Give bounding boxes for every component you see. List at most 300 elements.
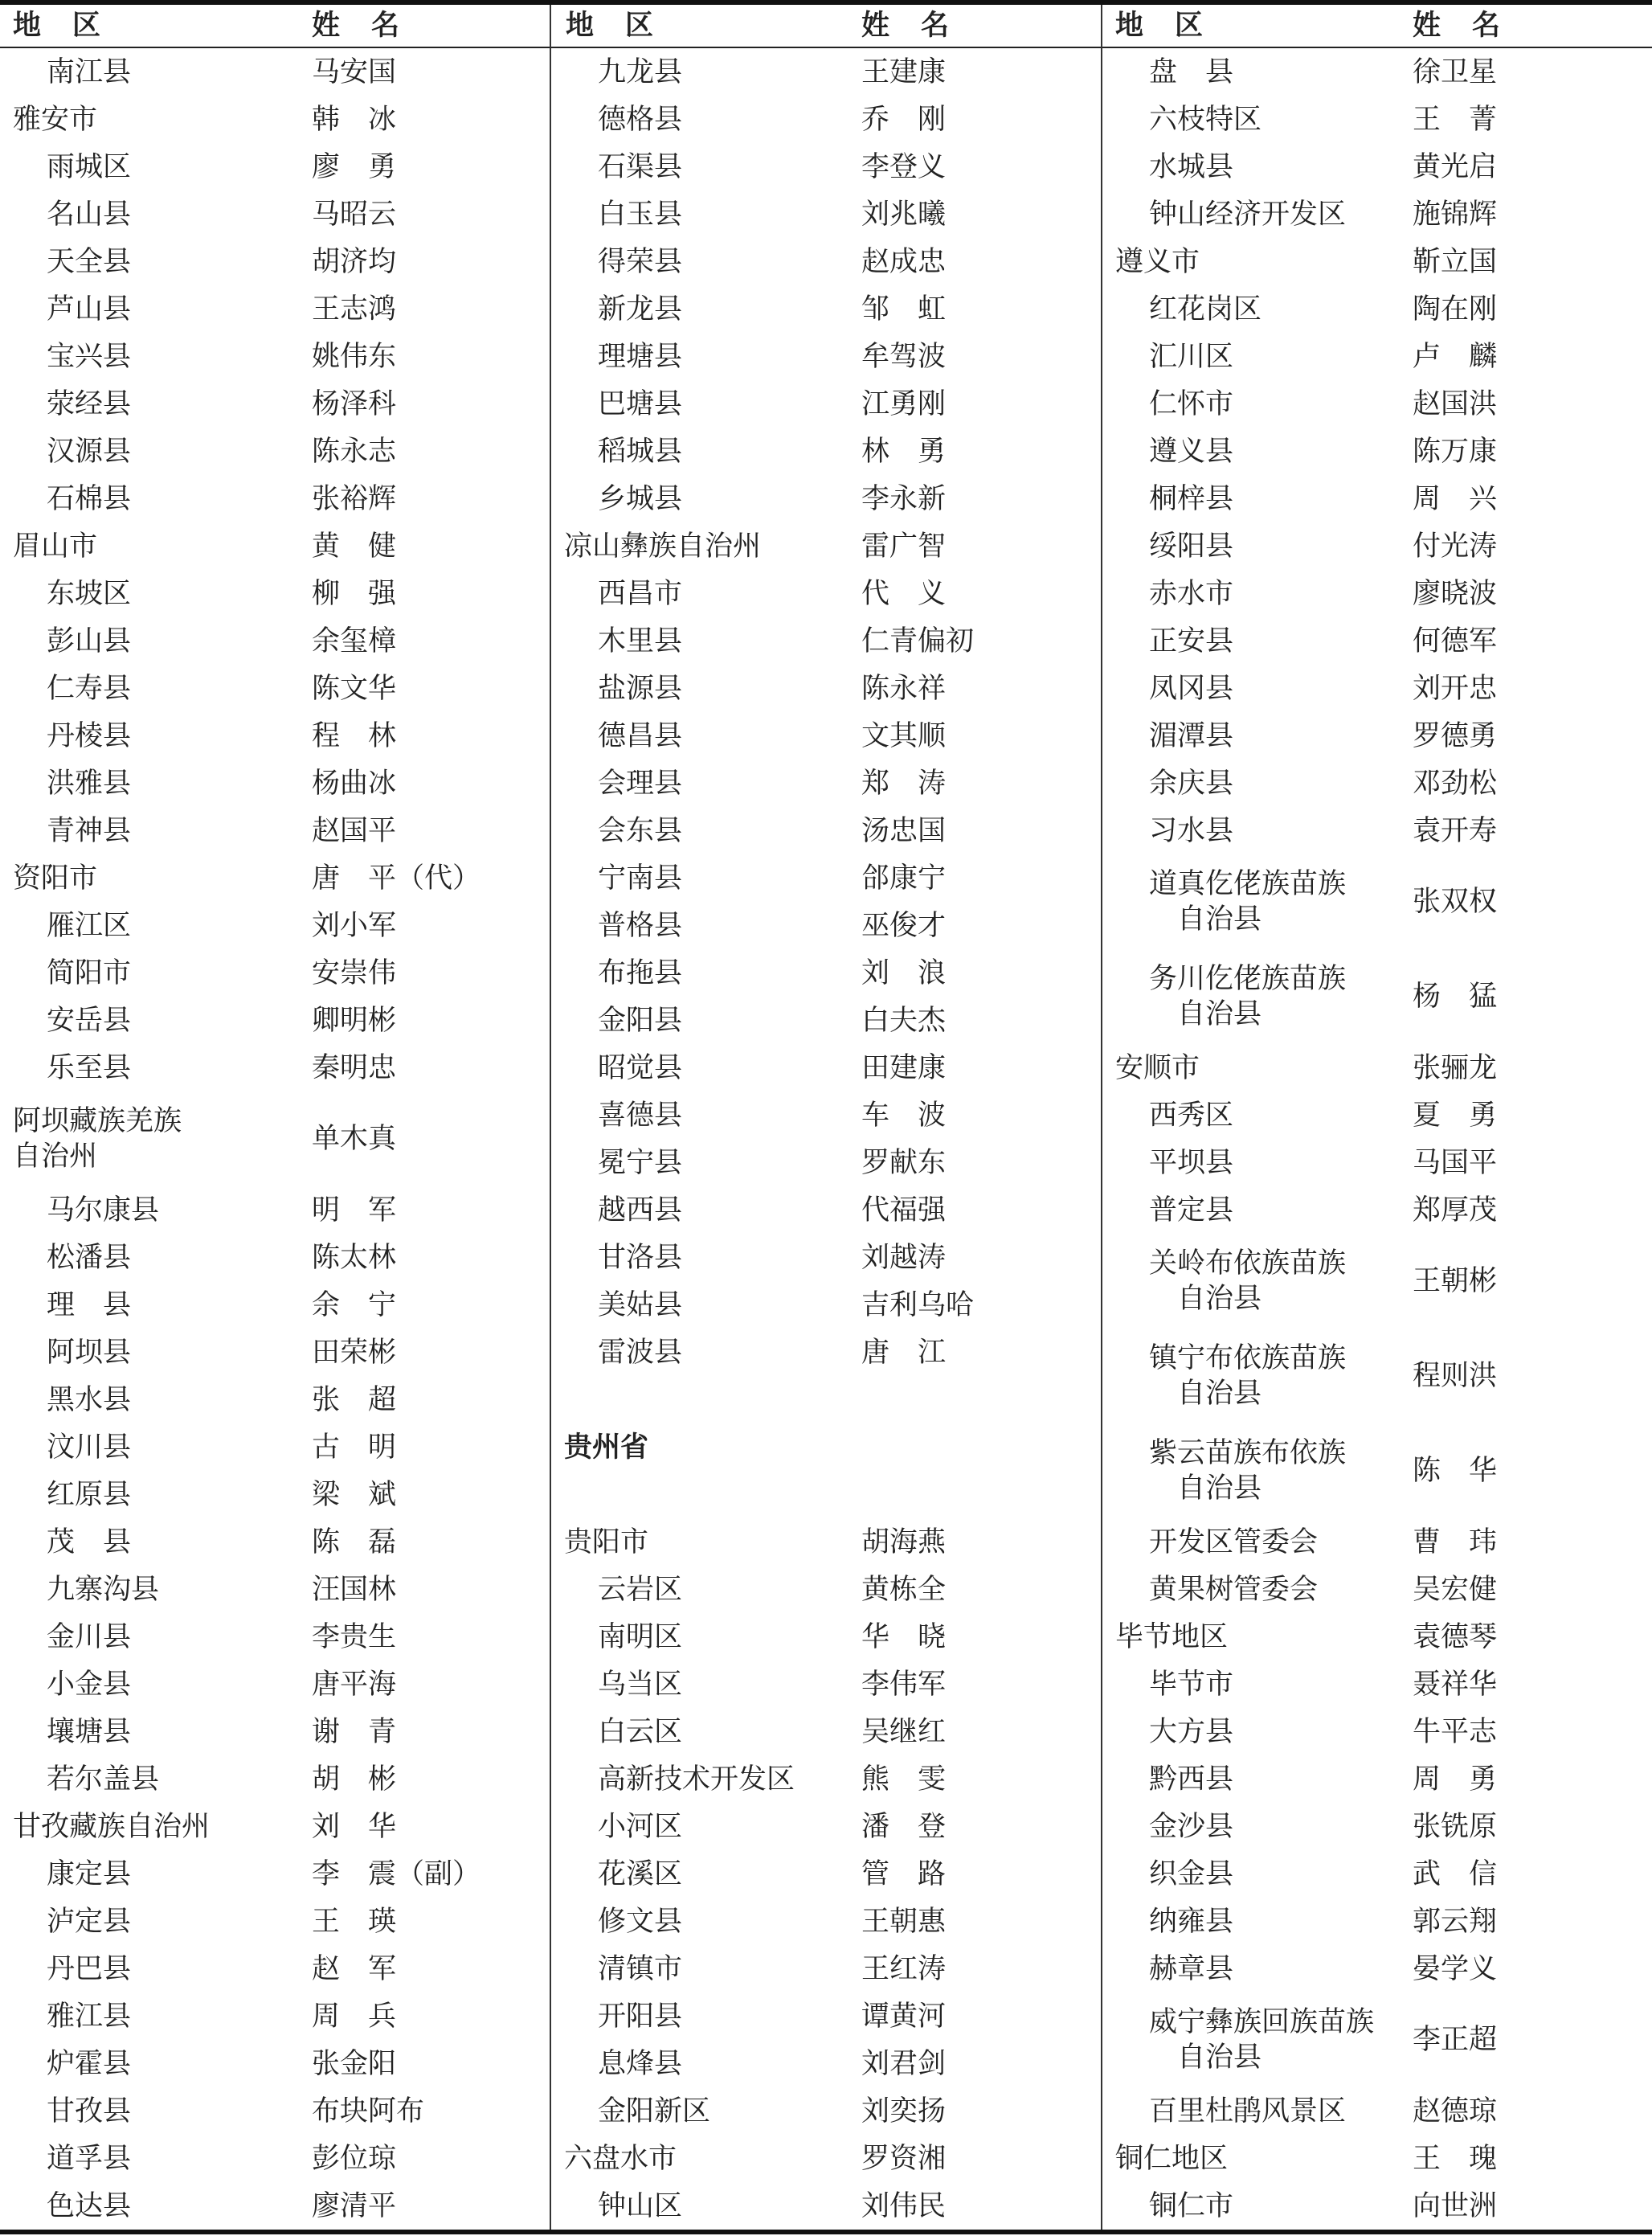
region-cell: 开阳县 bbox=[598, 2000, 683, 2033]
table-row bbox=[0, 96, 550, 143]
region-cell: 赤水市 bbox=[1149, 577, 1234, 610]
table-row bbox=[1102, 428, 1652, 475]
region-cell: 芦山县 bbox=[47, 293, 132, 326]
table-row bbox=[0, 1755, 550, 1803]
region-cell: 东坡区 bbox=[47, 577, 132, 610]
name-cell: 吴继红 bbox=[861, 1715, 947, 1748]
table-row bbox=[1102, 1803, 1652, 1850]
region-cell: 汉源县 bbox=[47, 435, 132, 468]
region-cell: 稻城县 bbox=[598, 435, 683, 468]
header-name: 姓 名 bbox=[861, 10, 951, 42]
region-line-1: 务川仡佬族苗族 bbox=[1149, 963, 1347, 995]
region-cell bbox=[1149, 1992, 1422, 2087]
table-row bbox=[551, 475, 1101, 522]
table-row bbox=[1102, 1044, 1652, 1091]
name-cell: 文其顺 bbox=[861, 719, 947, 752]
region-line-2: 自治县 bbox=[1149, 1283, 1262, 1315]
name-cell: 古 明 bbox=[312, 1431, 397, 1464]
name-cell: 王朝彬 bbox=[1413, 1265, 1498, 1297]
table-row bbox=[551, 1755, 1101, 1803]
name-cell: 林 勇 bbox=[861, 435, 947, 468]
name-cell: 白夫杰 bbox=[861, 1004, 947, 1037]
table-row bbox=[551, 949, 1101, 997]
table-row bbox=[0, 333, 550, 380]
table-row bbox=[0, 1186, 550, 1234]
region-cell: 壤塘县 bbox=[47, 1715, 132, 1748]
rows-3 bbox=[1102, 48, 1652, 2230]
table-row bbox=[0, 1518, 550, 1566]
region-cell: 阿坝县 bbox=[47, 1336, 132, 1369]
table-row bbox=[551, 1091, 1101, 1139]
table-column-1 bbox=[0, 5, 550, 2230]
region-cell: 息烽县 bbox=[598, 2047, 683, 2080]
table-row bbox=[1102, 1091, 1652, 1139]
table-row bbox=[0, 143, 550, 190]
name-cell: 代 义 bbox=[861, 577, 947, 610]
name-cell: 周 兴 bbox=[1413, 482, 1498, 515]
name-cell: 李登义 bbox=[861, 150, 947, 183]
table-row bbox=[0, 807, 550, 854]
table-row bbox=[551, 190, 1101, 238]
region-cell: 红原县 bbox=[47, 1478, 132, 1511]
region-cell: 雷波县 bbox=[598, 1336, 683, 1369]
table-row bbox=[1102, 1139, 1652, 1186]
province-heading: 贵州省 bbox=[564, 1431, 649, 1464]
name-cell: 陈文华 bbox=[312, 672, 397, 705]
name-cell: 张双权 bbox=[1413, 886, 1498, 918]
table-row bbox=[551, 2087, 1101, 2135]
name-cell: 武 信 bbox=[1413, 1857, 1498, 1890]
table-row bbox=[551, 712, 1101, 760]
table-row bbox=[1102, 333, 1652, 380]
region-cell: 马尔康县 bbox=[47, 1194, 160, 1227]
region-cell: 南江县 bbox=[47, 55, 132, 88]
name-cell: 刘 浪 bbox=[861, 956, 947, 989]
region-cell: 凤冈县 bbox=[1149, 672, 1234, 705]
region-cell: 六枝特区 bbox=[1149, 103, 1262, 136]
region-cell: 木里县 bbox=[598, 625, 683, 657]
table-row bbox=[551, 143, 1101, 190]
table-row bbox=[1102, 2182, 1652, 2230]
table-row bbox=[1102, 285, 1652, 333]
table-row bbox=[551, 902, 1101, 949]
name-cell: 夏 勇 bbox=[1413, 1099, 1498, 1132]
table-row bbox=[551, 1708, 1101, 1755]
table-row bbox=[551, 96, 1101, 143]
name-cell: 晏学义 bbox=[1413, 1952, 1498, 1985]
region-cell: 遵义市 bbox=[1115, 245, 1200, 278]
region-cell: 越西县 bbox=[598, 1194, 683, 1227]
name-cell bbox=[861, 1471, 1070, 1518]
region-line-1: 关岭布依族苗族 bbox=[1149, 1247, 1347, 1280]
region-cell: 昭觉县 bbox=[598, 1051, 683, 1084]
table-row bbox=[551, 1186, 1101, 1234]
name-cell: 马安国 bbox=[312, 55, 397, 88]
region-cell: 德格县 bbox=[598, 103, 683, 136]
table-row bbox=[1102, 143, 1652, 190]
region-line-1: 威宁彝族回族苗族 bbox=[1149, 2006, 1375, 2038]
table-row bbox=[551, 1613, 1101, 1661]
table-row bbox=[1102, 190, 1652, 238]
name-cell: 谭黄河 bbox=[861, 2000, 947, 2033]
region-cell: 甘孜县 bbox=[47, 2095, 132, 2127]
name-cell: 陈万康 bbox=[1413, 435, 1498, 468]
table-row bbox=[551, 617, 1101, 665]
region-cell: 水城县 bbox=[1149, 150, 1234, 183]
region-cell: 百里杜鹃风景区 bbox=[1149, 2095, 1347, 2127]
name-cell: 华 晓 bbox=[861, 1620, 947, 1653]
region-cell: 开发区管委会 bbox=[1149, 1525, 1319, 1558]
name-cell: 袁德琴 bbox=[1413, 1620, 1498, 1653]
table-row bbox=[1102, 1566, 1652, 1613]
region-cell: 洪雅县 bbox=[47, 767, 132, 800]
region-cell: 金阳县 bbox=[598, 1004, 683, 1037]
region-cell bbox=[1149, 949, 1422, 1044]
table-row bbox=[551, 1898, 1101, 1945]
name-cell: 刘兆曦 bbox=[861, 198, 947, 231]
table-row bbox=[551, 760, 1101, 807]
table-row bbox=[551, 1803, 1101, 1850]
name-cell: 程则洪 bbox=[1413, 1360, 1498, 1392]
table-row bbox=[0, 2135, 550, 2182]
region-line-1: 道真仡佬族苗族 bbox=[1149, 868, 1347, 900]
region-cell: 茂 县 bbox=[47, 1525, 132, 1558]
name-cell: 汪国林 bbox=[312, 1573, 397, 1606]
table-row bbox=[0, 570, 550, 617]
name-cell: 张骊龙 bbox=[1413, 1051, 1498, 1084]
name-cell: 韩 冰 bbox=[312, 103, 397, 136]
table-row bbox=[551, 1471, 1101, 1518]
name-cell: 牟驾波 bbox=[861, 340, 947, 373]
region-cell: 炉霍县 bbox=[47, 2047, 132, 2080]
name-cell: 张 超 bbox=[312, 1383, 397, 1416]
table-row bbox=[1102, 570, 1652, 617]
name-cell: 唐 江 bbox=[861, 1336, 947, 1369]
table-row bbox=[1102, 1661, 1652, 1708]
table-row bbox=[0, 1992, 550, 2040]
table-row bbox=[1102, 238, 1652, 285]
table-row bbox=[0, 1898, 550, 1945]
table-row bbox=[551, 807, 1101, 854]
table-row bbox=[551, 1518, 1101, 1566]
table-row bbox=[1102, 1423, 1652, 1518]
name-cell: 汤忠国 bbox=[861, 814, 947, 847]
table-row bbox=[551, 570, 1101, 617]
table-row bbox=[1102, 380, 1652, 428]
name-cell: 黄 健 bbox=[312, 530, 397, 563]
name-cell: 刘越涛 bbox=[861, 1241, 947, 1274]
region-cell: 余庆县 bbox=[1149, 767, 1234, 800]
bottom-rule bbox=[0, 2230, 1652, 2234]
region-cell: 天全县 bbox=[47, 245, 132, 278]
name-cell: 向世洲 bbox=[1413, 2189, 1498, 2222]
table-row bbox=[0, 1091, 550, 1186]
name-cell: 周 兵 bbox=[312, 2000, 397, 2033]
table-row bbox=[0, 902, 550, 949]
name-cell: 彭位琼 bbox=[312, 2142, 397, 2175]
region-cell: 乡城县 bbox=[598, 482, 683, 515]
table-row bbox=[0, 2087, 550, 2135]
region-cell: 赫章县 bbox=[1149, 1952, 1234, 1985]
name-cell: 陈永祥 bbox=[861, 672, 947, 705]
table-row bbox=[1102, 854, 1652, 949]
region-cell: 大方县 bbox=[1149, 1715, 1234, 1748]
table-row bbox=[0, 1708, 550, 1755]
table-row bbox=[1102, 617, 1652, 665]
table-column-3 bbox=[1102, 5, 1652, 2230]
table-row bbox=[0, 665, 550, 712]
table-row bbox=[551, 48, 1101, 96]
name-cell: 郑 涛 bbox=[861, 767, 947, 800]
region-cell: 冕宁县 bbox=[598, 1146, 683, 1179]
region-cell: 纳雍县 bbox=[1149, 1905, 1234, 1938]
region-cell: 普定县 bbox=[1149, 1194, 1234, 1227]
name-cell: 靳立国 bbox=[1413, 245, 1498, 278]
header-region: 地 区 bbox=[566, 10, 656, 42]
name-cell: 李永新 bbox=[861, 482, 947, 515]
name-cell: 刘君剑 bbox=[861, 2047, 947, 2080]
name-cell: 秦明忠 bbox=[312, 1051, 397, 1084]
region-cell: 贵阳市 bbox=[564, 1525, 649, 1558]
table-row bbox=[0, 475, 550, 522]
name-cell: 赵国平 bbox=[312, 814, 397, 847]
name-cell: 李伟军 bbox=[861, 1668, 947, 1701]
name-cell: 陈 磊 bbox=[312, 1525, 397, 1558]
region-cell: 钟山区 bbox=[598, 2189, 683, 2222]
region-cell: 白云区 bbox=[598, 1715, 683, 1748]
name-cell: 付光涛 bbox=[1413, 530, 1498, 563]
region-cell: 九寨沟县 bbox=[47, 1573, 160, 1606]
table-row bbox=[551, 1234, 1101, 1281]
table-row bbox=[0, 949, 550, 997]
name-cell: 杨 猛 bbox=[1413, 981, 1498, 1013]
table-row bbox=[0, 2182, 550, 2230]
table-row bbox=[551, 1850, 1101, 1898]
name-cell: 邓劲松 bbox=[1413, 767, 1498, 800]
table-row bbox=[551, 285, 1101, 333]
name-cell: 张铣原 bbox=[1413, 1810, 1498, 1843]
region-cell: 西昌市 bbox=[598, 577, 683, 610]
region-cell: 普格县 bbox=[598, 909, 683, 942]
region-cell: 金沙县 bbox=[1149, 1810, 1234, 1843]
name-cell: 卢 麟 bbox=[1413, 340, 1498, 373]
name-cell: 余玺樟 bbox=[312, 625, 397, 657]
name-cell: 邹 虹 bbox=[861, 293, 947, 326]
table-row bbox=[0, 760, 550, 807]
name-cell: 吉利乌哈 bbox=[861, 1288, 975, 1321]
table-row bbox=[1102, 1708, 1652, 1755]
table-row bbox=[0, 1613, 550, 1661]
table-row bbox=[551, 1139, 1101, 1186]
table-row bbox=[0, 1044, 550, 1091]
name-cell: 黄栋全 bbox=[861, 1573, 947, 1606]
region-line-1: 镇宁布依族苗族 bbox=[1149, 1342, 1347, 1374]
name-cell: 仁青偏初 bbox=[861, 625, 975, 657]
table-row bbox=[1102, 96, 1652, 143]
table-row bbox=[1102, 1186, 1652, 1234]
name-cell: 梁 斌 bbox=[312, 1478, 397, 1511]
name-cell: 乔 刚 bbox=[861, 103, 947, 136]
name-cell: 车 波 bbox=[861, 1099, 947, 1132]
table-row bbox=[551, 2135, 1101, 2182]
region-cell: 德昌县 bbox=[598, 719, 683, 752]
name-cell: 管 路 bbox=[861, 1857, 947, 1890]
region-cell: 喜德县 bbox=[598, 1099, 683, 1132]
name-cell: 王 瑰 bbox=[1413, 2142, 1498, 2175]
region-cell: 清镇市 bbox=[598, 1952, 683, 1985]
region-cell: 遵义县 bbox=[1149, 435, 1234, 468]
table-row bbox=[0, 1234, 550, 1281]
region-cell: 仁怀市 bbox=[1149, 387, 1234, 420]
region-cell bbox=[13, 1091, 286, 1186]
name-cell: 廖清平 bbox=[312, 2189, 397, 2222]
region-cell: 小金县 bbox=[47, 1668, 132, 1701]
name-cell: 王朝惠 bbox=[861, 1905, 947, 1938]
name-cell: 卿明彬 bbox=[312, 1004, 397, 1037]
name-cell: 胡济均 bbox=[312, 245, 397, 278]
table-row bbox=[1102, 1992, 1652, 2087]
region-cell: 金阳新区 bbox=[598, 2095, 711, 2127]
name-cell: 张金阳 bbox=[312, 2047, 397, 2080]
region-cell: 简阳市 bbox=[47, 956, 132, 989]
table-row bbox=[0, 1850, 550, 1898]
table-row bbox=[551, 1992, 1101, 2040]
name-cell: 王建康 bbox=[861, 55, 947, 88]
region-cell bbox=[1149, 1423, 1422, 1518]
region-cell: 若尔盖县 bbox=[47, 1763, 160, 1796]
region-cell: 巴塘县 bbox=[598, 387, 683, 420]
region-cell: 乌当区 bbox=[598, 1668, 683, 1701]
region-line-2: 自治县 bbox=[1149, 903, 1262, 936]
region-line-2: 自治州 bbox=[13, 1141, 98, 1173]
name-cell: 刘 华 bbox=[312, 1810, 397, 1843]
name-cell: 唐平海 bbox=[312, 1668, 397, 1701]
name-cell: 马昭云 bbox=[312, 198, 397, 231]
name-cell: 罗献东 bbox=[861, 1146, 947, 1179]
region-cell: 六盘水市 bbox=[564, 2142, 677, 2175]
region-cell: 荥经县 bbox=[47, 387, 132, 420]
table-row bbox=[551, 1044, 1101, 1091]
table-row bbox=[551, 665, 1101, 712]
region-cell: 南明区 bbox=[598, 1620, 683, 1653]
region-cell: 理塘县 bbox=[598, 340, 683, 373]
table-row bbox=[0, 1329, 550, 1376]
name-cell: 刘开忠 bbox=[1413, 672, 1498, 705]
region-cell: 丹棱县 bbox=[47, 719, 132, 752]
table-row bbox=[0, 285, 550, 333]
table-row bbox=[0, 190, 550, 238]
region-cell: 宁南县 bbox=[598, 862, 683, 895]
region-line-1: 阿坝藏族羌族 bbox=[13, 1105, 182, 1137]
name-cell: 施锦辉 bbox=[1413, 198, 1498, 231]
region-cell: 西秀区 bbox=[1149, 1099, 1234, 1132]
name-cell: 田建康 bbox=[861, 1051, 947, 1084]
region-cell: 雨城区 bbox=[47, 150, 132, 183]
region-cell bbox=[564, 1471, 837, 1518]
name-cell bbox=[861, 1423, 1070, 1471]
name-cell: 代福强 bbox=[861, 1194, 947, 1227]
table-row bbox=[551, 2182, 1101, 2230]
table-row bbox=[0, 1803, 550, 1850]
region-cell: 甘孜藏族自治州 bbox=[13, 1810, 211, 1843]
name-cell: 牛平志 bbox=[1413, 1715, 1498, 1748]
table-row bbox=[1102, 949, 1652, 1044]
name-cell: 李正超 bbox=[1413, 2024, 1498, 2056]
region-cell: 金川县 bbox=[47, 1620, 132, 1653]
name-cell: 张裕辉 bbox=[312, 482, 397, 515]
region-cell: 丹巴县 bbox=[47, 1952, 132, 1985]
table-row bbox=[1102, 712, 1652, 760]
table-row bbox=[551, 1329, 1101, 1376]
table-row bbox=[1102, 1234, 1652, 1329]
name-cell: 姚伟东 bbox=[312, 340, 397, 373]
region-cell: 云岩区 bbox=[598, 1573, 683, 1606]
name-cell: 程 林 bbox=[312, 719, 397, 752]
region-cell: 修文县 bbox=[598, 1905, 683, 1938]
name-cell: 江勇刚 bbox=[861, 387, 947, 420]
name-cell: 刘伟民 bbox=[861, 2189, 947, 2222]
name-cell: 刘小军 bbox=[312, 909, 397, 942]
name-cell bbox=[861, 1376, 1070, 1423]
table-row bbox=[0, 712, 550, 760]
name-cell: 聂祥华 bbox=[1413, 1668, 1498, 1701]
name-cell: 李 震（副） bbox=[312, 1857, 481, 1890]
region-cell: 青神县 bbox=[47, 814, 132, 847]
table-row bbox=[551, 1945, 1101, 1992]
name-cell: 郭云翔 bbox=[1413, 1905, 1498, 1938]
name-cell: 谢 青 bbox=[312, 1715, 397, 1748]
name-cell: 刘奕扬 bbox=[861, 2095, 947, 2127]
table-row bbox=[1102, 522, 1652, 570]
table-row bbox=[1102, 807, 1652, 854]
region-cell: 汇川区 bbox=[1149, 340, 1234, 373]
region-cell: 黔西县 bbox=[1149, 1763, 1234, 1796]
region-cell: 新龙县 bbox=[598, 293, 683, 326]
table-row bbox=[551, 1566, 1101, 1613]
region-cell: 钟山经济开发区 bbox=[1149, 198, 1347, 231]
table-row bbox=[0, 1471, 550, 1518]
region-cell bbox=[1149, 854, 1422, 949]
table-row bbox=[0, 1661, 550, 1708]
rows-1 bbox=[0, 48, 550, 2230]
region-line-2: 自治县 bbox=[1149, 998, 1262, 1030]
table-row bbox=[0, 380, 550, 428]
region-cell: 黑水县 bbox=[47, 1383, 132, 1416]
name-cell: 唐 平（代） bbox=[312, 862, 481, 895]
region-cell: 铜仁市 bbox=[1149, 2189, 1234, 2222]
region-cell: 汶川县 bbox=[47, 1431, 132, 1464]
table-row bbox=[0, 997, 550, 1044]
region-cell: 甘洛县 bbox=[598, 1241, 683, 1274]
name-cell: 明 军 bbox=[312, 1194, 397, 1227]
table-row bbox=[0, 2040, 550, 2087]
table-row bbox=[551, 522, 1101, 570]
region-cell: 色达县 bbox=[47, 2189, 132, 2222]
table-row bbox=[1102, 1329, 1652, 1423]
table-row bbox=[551, 380, 1101, 428]
name-cell: 田荣彬 bbox=[312, 1336, 397, 1369]
region-cell: 毕节地区 bbox=[1115, 1620, 1229, 1653]
region-cell bbox=[564, 1376, 837, 1423]
table-row bbox=[551, 854, 1101, 902]
table-row bbox=[551, 997, 1101, 1044]
table-row bbox=[551, 2040, 1101, 2087]
table-row bbox=[1102, 475, 1652, 522]
name-cell: 陶在刚 bbox=[1413, 293, 1498, 326]
name-cell: 吴宏健 bbox=[1413, 1573, 1498, 1606]
table-row bbox=[1102, 1850, 1652, 1898]
region-cell: 盘 县 bbox=[1149, 55, 1234, 88]
